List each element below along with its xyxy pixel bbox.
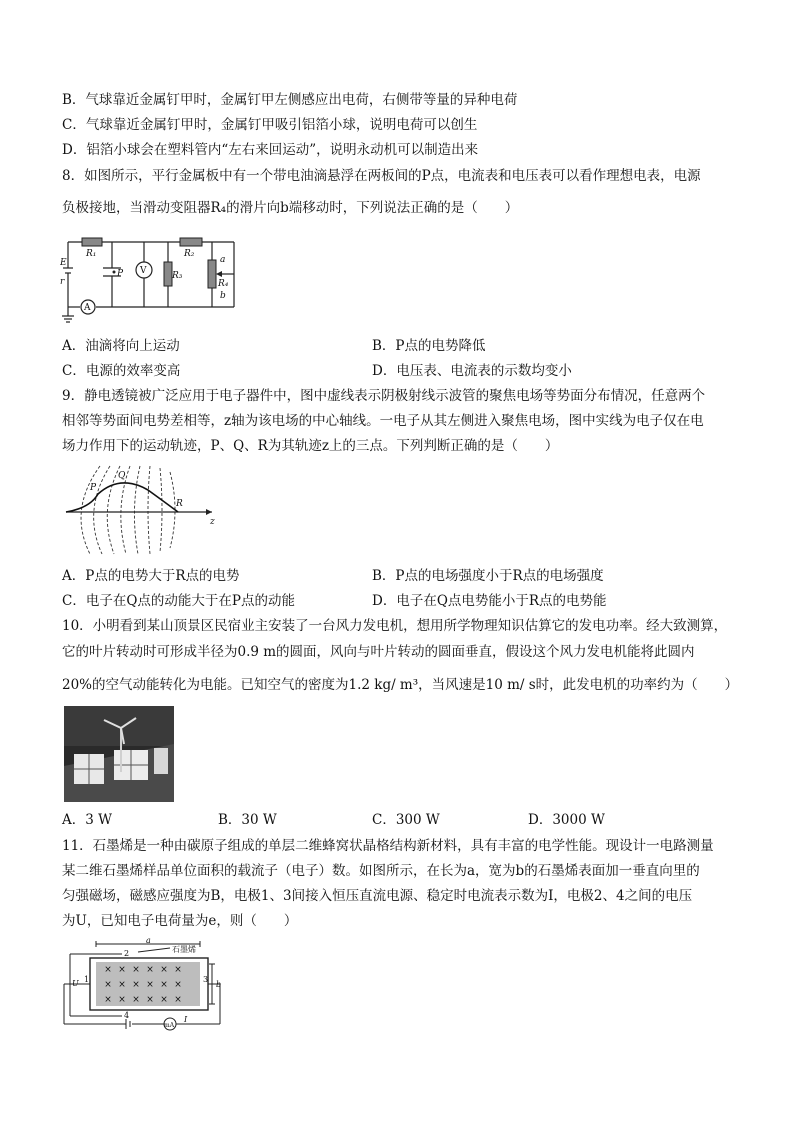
svg-text:×: × bbox=[118, 965, 126, 975]
svg-text:×: × bbox=[146, 995, 154, 1005]
svg-text:×: × bbox=[174, 980, 182, 990]
q9-stem-line3: 场力作用下的运动轨迹，P、Q、R为其轨迹z上的三点。下列判断正确的是（ ） bbox=[62, 438, 559, 454]
q8-stem-line1: 8．如图所示，平行金属板中有一个带电油滴悬浮在两板间的P点，电流表和电压表可以看作理想电表，电源 bbox=[62, 168, 701, 184]
q11-electrode-4: 4 bbox=[124, 1011, 130, 1020]
q9-stem-line1: 9．静电透镜被广泛应用于电子器件中，图中虚线表示阴极射线示波管的聚焦电场等势面分布情况，任意两个 bbox=[62, 388, 706, 404]
q11-label-i: I bbox=[184, 1015, 188, 1024]
q8-label-a: a bbox=[220, 255, 226, 265]
svg-text:×: × bbox=[146, 965, 154, 975]
q8-option-b: B．P点的电势降低 bbox=[372, 338, 486, 354]
q8-label-r2: R₂ bbox=[184, 249, 195, 259]
svg-text:×: × bbox=[160, 995, 168, 1005]
q8-circuit-diagram bbox=[60, 232, 240, 324]
q11-label-graphene: 石墨烯 bbox=[172, 945, 196, 954]
svg-text:×: × bbox=[160, 980, 168, 990]
q11-label-b: b bbox=[216, 980, 222, 989]
q7-option-b: B．气球靠近金属钉甲时，金属钉甲左侧感应出电荷，右侧带等量的异种电荷 bbox=[62, 92, 518, 108]
q11-milliammeter-label: mA bbox=[164, 1022, 175, 1029]
q11-electrode-3: 3 bbox=[203, 975, 209, 984]
q9-label-q: Q bbox=[118, 471, 126, 481]
q9-label-r: R bbox=[176, 499, 183, 509]
q10-option-c: C．300 W bbox=[372, 812, 440, 828]
q7-option-c: C．气球靠近金属钉甲时，金属钉甲吸引铝箔小球，说明电荷可以创生 bbox=[62, 117, 478, 133]
q9-option-a: A．P点的电势大于R点的电势 bbox=[62, 568, 240, 584]
q8-label-r: r bbox=[60, 277, 65, 287]
q10-wind-turbine-photo bbox=[64, 706, 174, 802]
q9-option-c: C．电子在Q点的动能大于在P点的动能 bbox=[62, 593, 295, 609]
q8-voltmeter-label: V bbox=[140, 266, 147, 276]
q8-option-c: C．电源的效率变高 bbox=[62, 363, 181, 379]
q8-ammeter-label: A bbox=[84, 303, 91, 313]
svg-text:×: × bbox=[160, 965, 168, 975]
q8-label-p: P bbox=[117, 269, 124, 279]
q9-option-d: D．电子在Q点电势能小于R点的电势能 bbox=[372, 593, 607, 609]
svg-text:×: × bbox=[174, 965, 182, 975]
q8-label-e: E bbox=[60, 258, 67, 268]
q11-label-u: U bbox=[72, 979, 79, 988]
svg-text:×: × bbox=[146, 980, 154, 990]
q7-option-d: D．铝箔小球会在塑料管内“左右来回运动”，说明永动机可以制造出来 bbox=[62, 142, 479, 158]
svg-text:×: × bbox=[104, 995, 112, 1005]
q10-option-b: B．30 W bbox=[218, 812, 277, 828]
q8-option-d: D．电压表、电流表的示数均变小 bbox=[372, 363, 572, 379]
svg-text:×: × bbox=[104, 965, 112, 975]
svg-text:×: × bbox=[174, 995, 182, 1005]
q10-stem-line2: 它的叶片转动时可形成半径为0.9 m的圆面，风向与叶片转动的圆面垂直，假设这个风力发电机能将此圆内 bbox=[62, 644, 695, 660]
q8-label-r3: R₃ bbox=[172, 271, 183, 281]
q9-equipotential-diagram bbox=[60, 460, 225, 560]
svg-text:×: × bbox=[104, 980, 112, 990]
q9-stem-line2: 相邻等势面间电势差相等，z轴为该电场的中心轴线。一电子从其左侧进入聚焦电场，图中实线为电子仅在电 bbox=[62, 413, 704, 429]
q10-option-d: D．3000 W bbox=[528, 812, 605, 828]
q11-electrode-2: 2 bbox=[124, 949, 130, 958]
svg-text:×: × bbox=[118, 980, 126, 990]
svg-text:×: × bbox=[118, 995, 126, 1005]
q8-label-r1: R₁ bbox=[86, 249, 97, 259]
q11-label-a: a bbox=[146, 938, 151, 945]
q9-option-b: B．P点的电场强度小于R点的电场强度 bbox=[372, 568, 604, 584]
q11-stem-line1: 11．石墨烯是一种由碳原子组成的单层二维蜂窝状晶格结构新材料，具有丰富的电学性能。现设计一电路测量 bbox=[62, 838, 714, 854]
q10-stem-line1: 10．小明看到某山顶景区民宿业主安装了一台风力发电机，想用所学物理知识估算它的发电功率。经大致测算， bbox=[62, 618, 728, 634]
q11-electrode-1: 1 bbox=[84, 975, 90, 984]
svg-text:×: × bbox=[132, 980, 140, 990]
q8-label-r4: R₄ bbox=[218, 279, 229, 289]
q10-stem-line3: 20%的空气动能转化为电能。已知空气的密度为1.2 kg/ m³，当风速是10 m/ s时，此发电机的功率约为（ ） bbox=[62, 677, 739, 693]
q11-graphene-circuit-diagram bbox=[60, 938, 230, 1032]
q10-option-a: A．3 W bbox=[62, 812, 113, 828]
q11-stem-line2: 某二维石墨烯样品单位面积的载流子（电子）数。如图所示，在长为a，宽为b的石墨烯表面加一垂直向里的 bbox=[62, 863, 700, 879]
svg-text:×: × bbox=[132, 995, 140, 1005]
svg-text:×: × bbox=[132, 965, 140, 975]
q9-label-p: P bbox=[90, 483, 97, 493]
q8-option-a: A．油滴将向上运动 bbox=[62, 338, 180, 354]
q11-stem-line3: 匀强磁场，磁感应强度为B，电极1、3间接入恒压直流电源、稳定时电流表示数为I，电极2、4之间的电压 bbox=[62, 888, 693, 904]
q9-label-z: z bbox=[210, 517, 215, 527]
q8-label-b: b bbox=[220, 291, 226, 301]
q11-stem-line4: 为U，已知电子电荷量为e，则（ ） bbox=[62, 913, 298, 929]
q8-stem-line2: 负极接地，当滑动变阻器R₄的滑片向b端移动时，下列说法正确的是（ ） bbox=[62, 200, 519, 216]
